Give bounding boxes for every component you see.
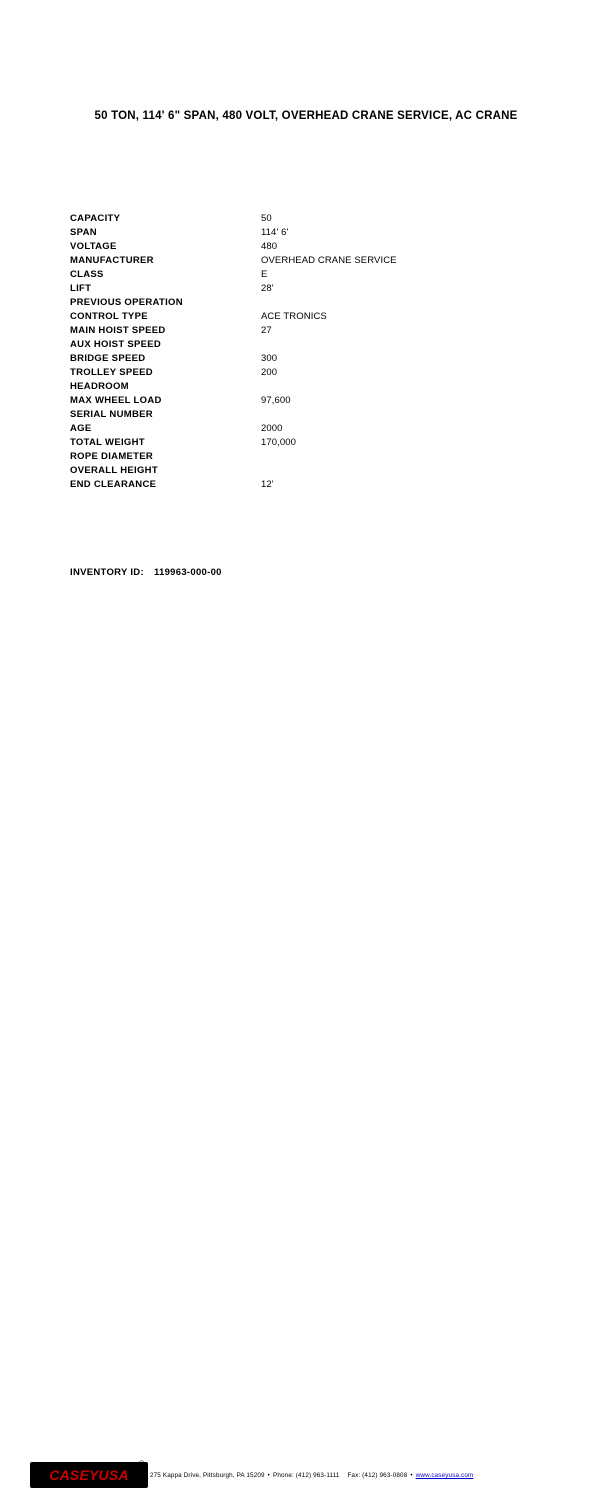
spec-value <box>261 338 397 352</box>
table-row <box>70 268 397 282</box>
spec-value: 480 <box>261 241 278 252</box>
spec-label: CAPACITY <box>70 213 121 224</box>
spec-value: 170,000 <box>261 437 297 448</box>
spec-label: BRIDGE SPEED <box>70 353 146 364</box>
spec-label: AGE <box>70 423 92 434</box>
caseyusa-logo <box>30 1462 148 1488</box>
spec-value <box>261 408 397 422</box>
spec-label: HEADROOM <box>70 381 129 392</box>
spec-value <box>261 380 397 394</box>
table-row <box>70 254 397 268</box>
table-row <box>70 296 397 310</box>
spec-value: 300 <box>261 353 278 364</box>
specifications-table <box>70 212 397 492</box>
spec-value: E <box>261 269 268 280</box>
table-row <box>70 380 397 394</box>
spec-label: PREVIOUS OPERATION <box>70 297 183 308</box>
spec-value <box>261 464 397 478</box>
spec-value: 50 <box>261 213 272 224</box>
footer-contact-info <box>150 1472 473 1479</box>
spec-label: ROPE DIAMETER <box>70 451 154 462</box>
spec-value: ACE TRONICS <box>261 311 327 322</box>
spec-value: 200 <box>261 367 278 378</box>
footer-website-link[interactable]: www.caseyusa.com <box>415 1472 474 1479</box>
spec-label: TROLLEY SPEED <box>70 367 153 378</box>
table-row <box>70 394 397 408</box>
spec-label: VOLTAGE <box>70 241 117 252</box>
spec-label: CLASS <box>70 269 104 280</box>
spec-label: MAX WHEEL LOAD <box>70 395 162 406</box>
table-row <box>70 464 397 478</box>
inventory-id-line <box>70 567 222 578</box>
spec-label: AUX HOIST SPEED <box>70 339 162 350</box>
table-row <box>70 366 397 380</box>
table-row <box>70 408 397 422</box>
footer-address: 275 Kappa Drive, Pittsburgh, PA 15209 <box>150 1472 265 1479</box>
spec-value <box>261 296 397 310</box>
spec-value: 114' 6' <box>261 227 289 238</box>
spec-label: TOTAL WEIGHT <box>70 437 145 448</box>
inventory-id-label: INVENTORY ID: <box>70 567 144 578</box>
table-row <box>70 310 397 324</box>
spec-value: 12' <box>261 479 274 490</box>
spec-value <box>261 450 397 464</box>
table-row <box>70 324 397 338</box>
spec-value: OVERHEAD CRANE SERVICE <box>261 255 397 266</box>
table-row <box>70 240 397 254</box>
spec-value: 27 <box>261 325 272 336</box>
footer-spacer <box>343 1472 345 1479</box>
registered-trademark-icon: ® <box>139 1461 145 1468</box>
caseyusa-logo-text: CASEYUSA <box>49 1467 129 1483</box>
footer-separator-1: • <box>267 1472 271 1479</box>
page-footer <box>0 728 612 1483</box>
spec-label: LIFT <box>70 283 92 294</box>
table-row <box>70 282 397 296</box>
spec-value: 2000 <box>261 423 283 434</box>
table-row <box>70 450 397 464</box>
spec-label: SPAN <box>70 227 97 238</box>
table-row <box>70 352 397 366</box>
spec-value: 97,600 <box>261 395 291 406</box>
footer-fax: Fax: (412) 963-0808 <box>347 1472 408 1479</box>
table-row <box>70 226 397 240</box>
spec-label: SERIAL NUMBER <box>70 409 153 420</box>
table-row <box>70 422 397 436</box>
footer-separator-2: • <box>410 1472 413 1479</box>
spec-label: MAIN HOIST SPEED <box>70 325 166 336</box>
spec-label: END CLEARANCE <box>70 479 157 490</box>
table-row <box>70 212 397 226</box>
inventory-id-value: 119963-000-00 <box>153 567 222 578</box>
page-title: 50 TON, 114' 6" SPAN, 480 VOLT, OVERHEAD CRANE SERVICE, AC CRANE <box>94 110 518 122</box>
table-row <box>70 338 397 352</box>
table-row <box>70 436 397 450</box>
spec-label: CONTROL TYPE <box>70 311 148 322</box>
spec-label: OVERALL HEIGHT <box>70 465 158 476</box>
spec-value: 28' <box>261 283 274 294</box>
footer-phone: Phone: (412) 963-1111 <box>273 1472 340 1479</box>
spec-label: MANUFACTURER <box>70 255 154 266</box>
table-row <box>70 478 397 492</box>
